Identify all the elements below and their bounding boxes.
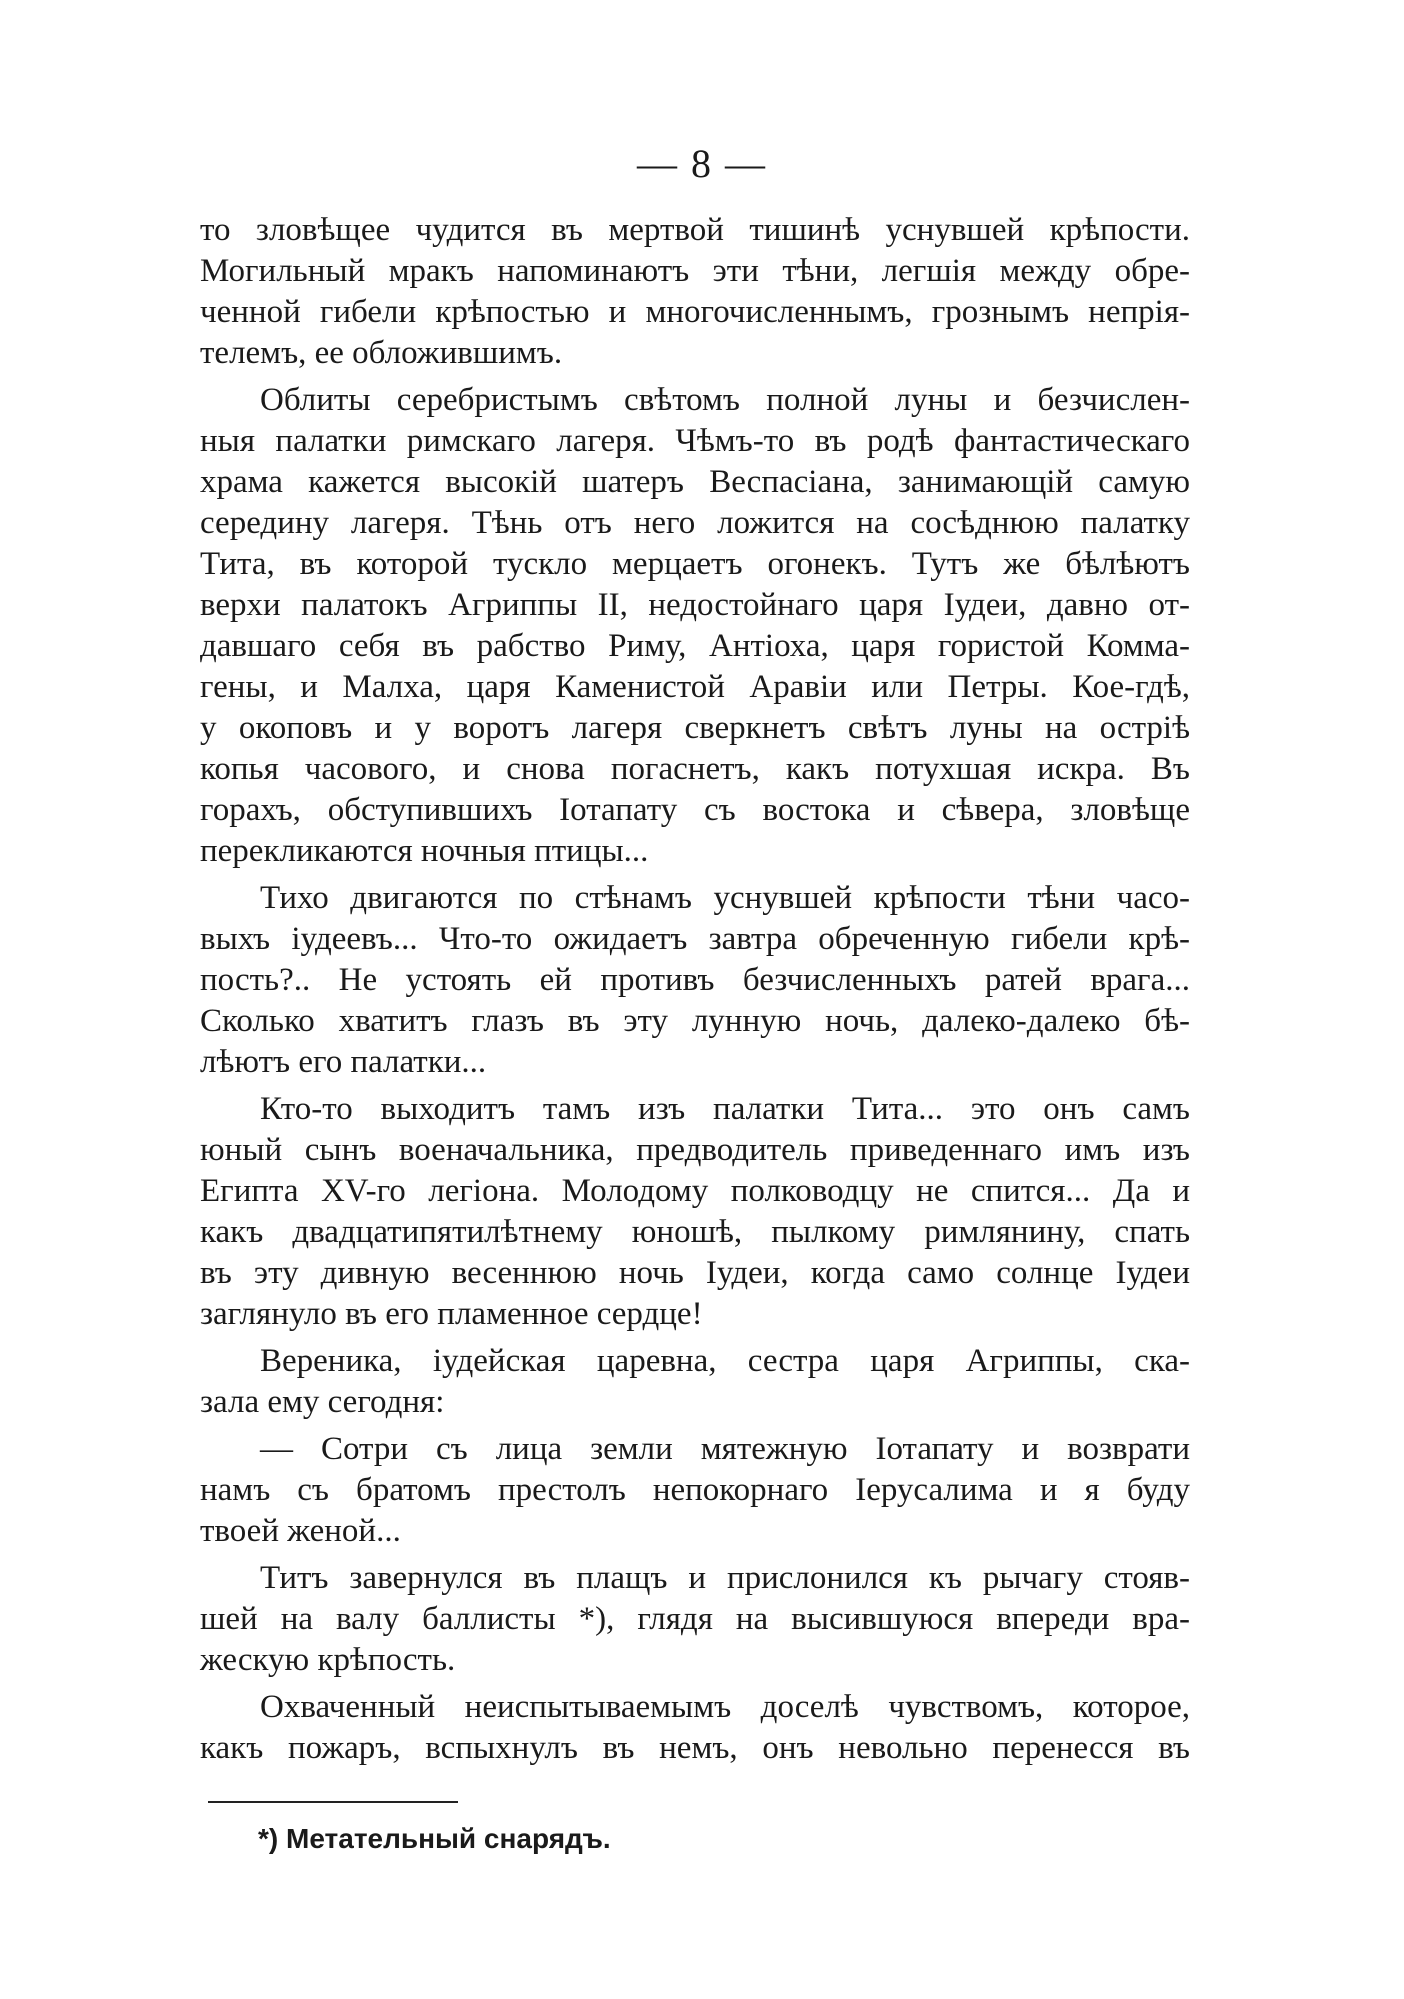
text-line: Тита, въ которой тускло мерцаетъ огонекъ. Тутъ же бѣлѣютъ xyxy=(200,546,1190,582)
text-line: перекликаются ночныя птицы... xyxy=(200,833,649,869)
text-line: намъ съ братомъ престолъ непокорнаго Іерусалима и я буду xyxy=(200,1472,1190,1508)
text-line: копья часового, и снова погаснетъ, какъ потухшая искра. Въ xyxy=(200,751,1190,787)
text-line: храма кажется высокій шатеръ Веспасіана, занимающій самую xyxy=(200,464,1190,500)
text-line: у окоповъ и у воротъ лагеря сверкнетъ свѣтъ луны на остріѣ xyxy=(200,710,1190,746)
text-line: Титъ завернулся въ плащъ и прислонился къ рычагу стояв- xyxy=(260,1560,1190,1596)
text-line: пость?.. Не устоять ей противъ безчисленныхъ ратей врага... xyxy=(200,962,1190,998)
paragraph xyxy=(200,380,1190,872)
text-line: верхи палатокъ Агриппы II, недостойнаго царя Іудеи, давно от- xyxy=(200,587,1190,623)
text-line: жескую крѣпость. xyxy=(200,1642,456,1678)
body-text xyxy=(200,210,1190,1769)
text-line: зала ему сегодня: xyxy=(200,1384,445,1420)
paragraph xyxy=(200,1089,1190,1335)
text-line: Вереника, іудейская царевна, сестра царя Агриппы, ска- xyxy=(260,1343,1190,1379)
text-line: середину лагеря. Тѣнь отъ него ложится на сосѣднюю палатку xyxy=(200,505,1190,541)
text-line: телемъ, ее обложившимъ. xyxy=(200,335,563,371)
text-line: твоей женой... xyxy=(200,1513,401,1549)
paragraph xyxy=(200,878,1190,1083)
text-line: выхъ іудеевъ... Что-то ожидаетъ завтра обреченную гибели крѣ- xyxy=(200,921,1190,957)
paragraph xyxy=(200,1341,1190,1423)
text-line: Могильный мракъ напоминаютъ эти тѣни, легшія между обре- xyxy=(200,253,1190,289)
text-line: въ эту дивную весеннюю ночь Іудеи, когда само солнце Іудеи xyxy=(200,1255,1190,1291)
text-line: заглянуло въ его пламенное сердце! xyxy=(200,1296,703,1332)
text-line: Кто-то выходитъ тамъ изъ палатки Тита... это онъ самъ xyxy=(260,1091,1190,1127)
paragraph xyxy=(200,210,1190,374)
paragraph xyxy=(200,1429,1190,1552)
text-line: гены, и Малха, царя Каменистой Аравіи или Петры. Кое-гдѣ, xyxy=(200,669,1190,705)
footnote: *) Метательный снарядъ. xyxy=(258,1823,611,1854)
footnote-divider xyxy=(208,1801,458,1803)
text-line: — Сотри съ лица земли мятежную Іотапату и возврати xyxy=(260,1431,1190,1467)
text-line: юный сынъ военачальника, предводитель приведеннаго имъ изъ xyxy=(200,1132,1190,1168)
text-line: Тихо двигаются по стѣнамъ уснувшей крѣпости тѣни часо- xyxy=(260,880,1190,916)
text-line: какъ пожаръ, вспыхнулъ въ немъ, онъ невольно перенесся въ xyxy=(200,1730,1190,1766)
text-line: ныя палатки римскаго лагеря. Чѣмъ-то въ родѣ фантастическаго xyxy=(200,423,1190,459)
text-line: Сколько хватитъ глазъ въ эту лунную ночь, далеко-далеко бѣ- xyxy=(200,1003,1190,1039)
text-line: горахъ, обступившихъ Іотапату съ востока и сѣвера, зловѣще xyxy=(200,792,1190,828)
text-line: то зловѣщее чудится въ мертвой тишинѣ уснувшей крѣпости. xyxy=(200,212,1190,248)
text-line: Охваченный неиспытываемымъ доселѣ чувствомъ, которое, xyxy=(260,1689,1190,1725)
text-line: Египта XV-го легіона. Молодому полководцу не спится... Да и xyxy=(200,1173,1190,1209)
text-line: Облиты серебристымъ свѣтомъ полной луны и безчислен- xyxy=(260,382,1190,418)
text-line: лѣютъ его палатки... xyxy=(200,1044,487,1080)
page-number: — 8 — xyxy=(637,141,767,186)
paragraph xyxy=(200,1687,1190,1769)
text-line: какъ двадцатипятилѣтнему юношѣ, пылкому римлянину, спать xyxy=(200,1214,1190,1250)
paragraph xyxy=(200,1558,1190,1681)
text-line: шей на валу баллисты *), глядя на высившуюся впереди вра- xyxy=(200,1601,1190,1637)
text-line: давшаго себя въ рабство Риму, Антіоха, царя гористой Комма- xyxy=(200,628,1190,664)
text-line: ченной гибели крѣпостью и многочисленнымъ, грознымъ непрія- xyxy=(200,294,1190,330)
